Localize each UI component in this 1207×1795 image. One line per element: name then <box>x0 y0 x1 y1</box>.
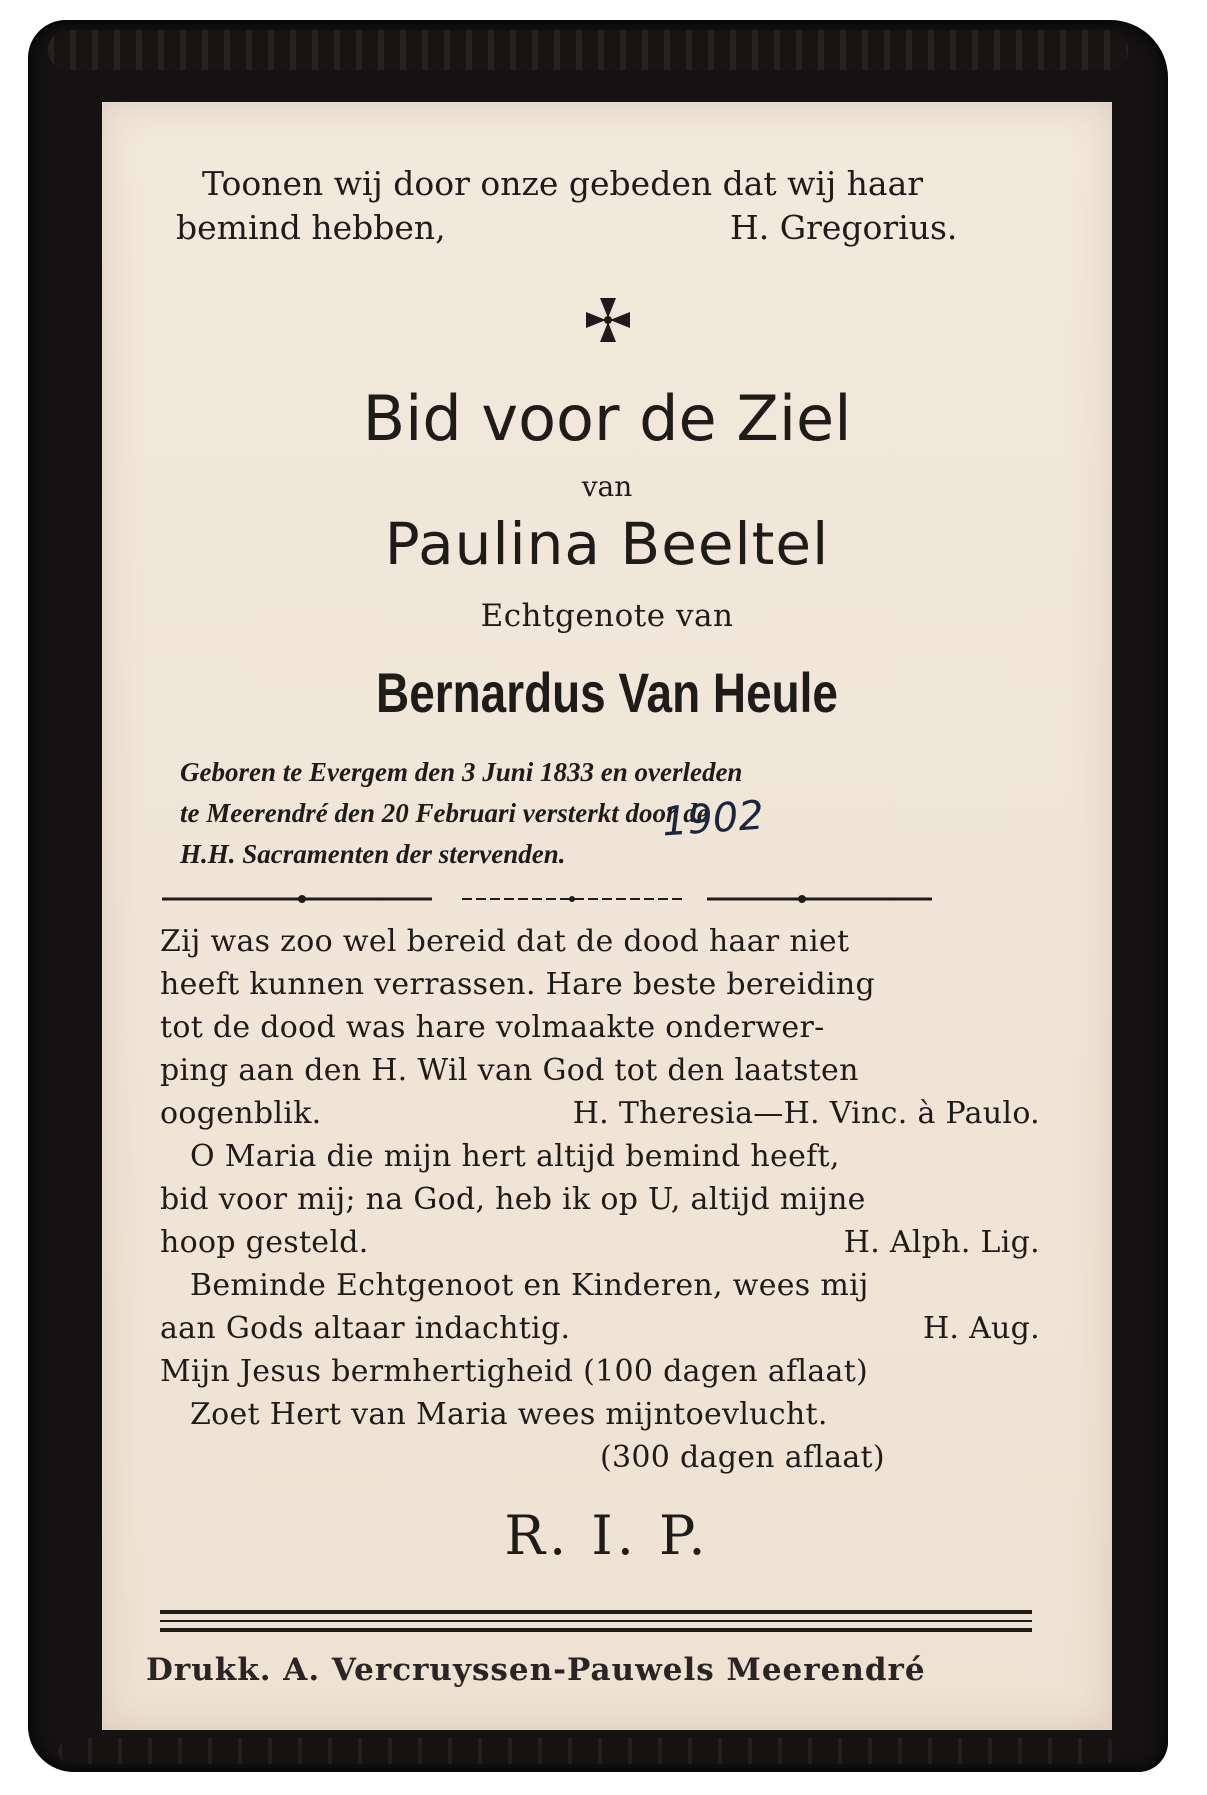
prayer-attribution: H. Aug. <box>922 1311 1040 1346</box>
bottom-rule-mid <box>160 1620 1032 1622</box>
prayer-line <box>160 963 1070 1006</box>
spouse-label: Echtgenote van <box>480 598 734 634</box>
quote-attribution: H. Gregorius. <box>730 208 958 247</box>
card-title: Bid voor de Ziel <box>362 382 852 455</box>
birth-line-3: H.H. Sacramenten der stervenden. <box>180 839 566 869</box>
prayer-line <box>160 1307 1070 1350</box>
prayer-line <box>160 920 1070 963</box>
deceased-name: Paulina Beeltel <box>384 510 830 578</box>
prayer-line-text: hoop gesteld. <box>160 1225 369 1260</box>
prayer-line <box>160 1393 1070 1436</box>
prayer-line <box>160 1092 1070 1135</box>
quote-line-1: Toonen wij door onze gebeden dat wij haar <box>202 164 924 203</box>
prayer-text <box>160 920 1070 1479</box>
rip-text: R. I. P. <box>504 1504 710 1567</box>
prayer-line <box>160 1006 1070 1049</box>
prayer-line-text: O Maria die mijn hert altijd bemind heeft, <box>190 1139 840 1174</box>
bottom-rule-top <box>160 1610 1032 1614</box>
prayer-line <box>160 1178 1070 1221</box>
prayer-line-text: Mijn Jesus bermhertigheid (100 dagen aflaat) <box>160 1354 869 1389</box>
birth-line-2: te Meerendré den 20 Februari versterkt door de <box>180 798 709 828</box>
printer-credit: Drukk. A. Vercruyssen-Pauwels Meerendré <box>146 1652 926 1688</box>
prayer-line-text: tot de dood was hare volmaakte onderwer- <box>160 1010 825 1045</box>
memorial-card <box>102 102 1112 1730</box>
prayer-line-text: Zij was zoo wel bereid dat de dood haar niet <box>160 924 850 959</box>
handwritten-year: 1902 <box>660 792 766 846</box>
prayer-line-text: heeft kunnen verrassen. Hare beste bereiding <box>160 967 876 1002</box>
prayer-line-text: oogenblik. <box>160 1096 322 1131</box>
prayer-line-text: ping aan den H. Wil van God tot den laatsten <box>160 1053 859 1088</box>
prayer-line-text: (300 dagen aflaat) <box>600 1440 885 1475</box>
prayer-line-text: Zoet Hert van Maria wees mijntoevlucht. <box>190 1397 828 1432</box>
prayer-line <box>160 1350 1070 1393</box>
prayer-line <box>160 1436 1070 1479</box>
birth-death-text <box>180 752 1050 875</box>
prayer-line-text: aan Gods altaar indachtig. <box>160 1311 571 1346</box>
quote-line-2: bemind hebben, <box>176 208 446 247</box>
prayer-line <box>160 1135 1070 1178</box>
prayer-line <box>160 1049 1070 1092</box>
spouse-name: Bernardus Van Heule <box>376 661 838 724</box>
prayer-attribution: H. Theresia—H. Vinc. à Paulo. <box>572 1096 1040 1131</box>
birth-line-1: Geboren te Evergem den 3 Juni 1833 en overleden <box>180 757 743 787</box>
prayer-line <box>160 1264 1070 1307</box>
ornament-divider <box>162 892 1052 906</box>
prayer-line-text: Beminde Echtgenoot en Kinderen, wees mij <box>190 1268 869 1303</box>
maltese-cross-icon <box>582 294 634 346</box>
prayer-attribution: H. Alph. Lig. <box>843 1225 1040 1260</box>
bottom-rule-bottom <box>160 1628 1032 1632</box>
prayer-line-text: bid voor mij; na God, heb ik op U, altijd mijne <box>160 1182 866 1217</box>
prayer-line <box>160 1221 1070 1264</box>
van-label: van <box>581 470 633 503</box>
